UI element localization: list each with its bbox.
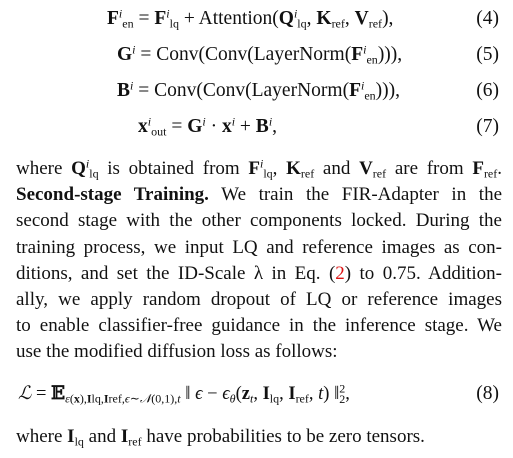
text-line: Second-stage Training. We train the FIR-Adapter in the xyxy=(16,184,502,206)
text-line: use the modified diffusion loss as follows: xyxy=(16,341,338,363)
text-line: second stage with the other components locked. During the xyxy=(16,210,502,232)
section-heading: Second-stage Training. xyxy=(16,184,209,206)
text-line: to enable classifier-free guidance in the inference stage. We xyxy=(16,315,502,337)
text-line: training process, we input LQ and reference images as con- xyxy=(16,236,502,258)
body-paragraph xyxy=(16,156,502,366)
equation-number: (7) xyxy=(476,116,499,137)
equation-number: (8) xyxy=(476,383,499,404)
equation-citation-link[interactable]: 2 xyxy=(335,262,345,284)
equation-number: (6) xyxy=(476,80,499,101)
equation-6: $B^i$ = $Conv(Conv(LayerNorm(F^i_{en})))$, (6) xyxy=(0,76,513,106)
text-line: where $Q^i_{lq}$ is obtained from $F^i_{lq}$, $K_{ref}$ and $V_{ref}$ are from $F_{ref}$. xyxy=(16,156,503,181)
equation-8: ℒ = 𝔼$_{\varepsilon(x),Ilq,Iref,\epsilon\sim 𝒩(0,1),t}$ ‖ $\epsilon - \epsilon_\theta(z_t$, $I_{lq}$, $I_{ref}$, t) ‖$^2_2$, (8) xyxy=(0,378,513,410)
body-paragraph-final xyxy=(16,424,502,450)
equation-5: $G^i$ = $Conv(Conv(LayerNorm(F^i_{en})))$, (5) xyxy=(0,40,513,70)
text-line: ally, we apply random dropout of LQ or reference images xyxy=(16,289,502,311)
text-line: where $I_{lq}$ and $I_{ref}$ have probabilities to be zero tensors. xyxy=(16,426,425,449)
equation-4: $F^i_{en} = F^i_{lq}$ + $Attention(Q^i_{lq}$, $K_{ref}$, $V_{ref}$), (4) xyxy=(0,4,513,34)
equation-number: (4) xyxy=(476,8,499,29)
equation-7: $x^i_{out} = G^i \cdot x^i + B^i$, (7) xyxy=(0,112,513,142)
equation-number: (5) xyxy=(476,44,499,65)
text-line: ditions, and set the ID-Scale λ in Eq. (2) to 0.75. Addition- xyxy=(16,262,502,284)
